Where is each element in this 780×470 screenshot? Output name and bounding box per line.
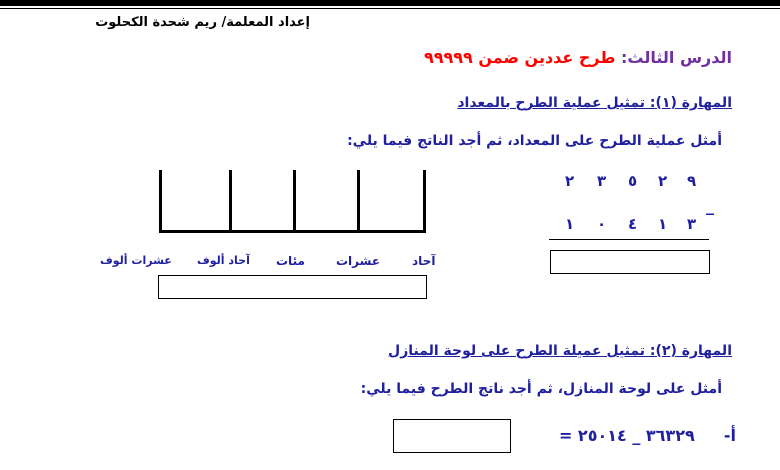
subtrahend-digit: ٣	[687, 215, 697, 233]
minuend-digit: ٥	[628, 172, 638, 190]
subtraction-line	[549, 239, 709, 240]
abacus-rod-ones	[423, 170, 426, 233]
skill-2-title: المهارة (٢): تمثيل عميلة الطرح على لوحة المنازل	[388, 343, 732, 359]
abacus-label-thousands: آحاد ألوف	[197, 254, 250, 267]
skill-1-instruction: أمثل عملية الطرح على المعداد، ثم أجد الناتج فيما يلي:	[347, 133, 722, 149]
abacus-base	[159, 230, 426, 233]
lesson-label: الدرس الثالث:	[621, 48, 732, 67]
exercise-a-answer-box[interactable]	[393, 419, 511, 453]
lesson-title: طرح عددين ضمن ٩٩٩٩٩	[423, 48, 616, 67]
author-credit: إعداد المعلمة/ ريم شحدة الكحلوت	[95, 15, 310, 30]
subtrahend-digit: ٠	[597, 215, 607, 233]
abacus-rod-tens	[357, 170, 360, 233]
skill-1-title: المهارة (١): تمثيل عملية الطرح بالمعداد	[457, 95, 732, 111]
abacus-label-ones: آحاد	[412, 254, 436, 268]
subtrahend-digit: ١	[565, 215, 575, 233]
skill-2-instruction: أمثل على لوحة المنازل، ثم أجد ناتج الطرح فيما يلي:	[360, 381, 722, 397]
abacus-label-tens: عشرات	[336, 254, 381, 268]
minuend-digit: ٢	[658, 172, 668, 190]
exercise-a	[559, 426, 736, 445]
subtraction-answer-box[interactable]	[550, 250, 710, 274]
minuend-digit: ٢	[565, 172, 575, 190]
abacus-rod-thousands	[229, 170, 232, 233]
minus-operator: _	[706, 196, 714, 215]
exercise-a-label: أ-	[723, 426, 736, 445]
lesson-heading	[424, 48, 732, 67]
abacus-rod-ten-thousands	[159, 170, 162, 233]
minuend-digit: ٣	[597, 172, 607, 190]
minuend-digit: ٩	[687, 172, 697, 190]
top-border-thick	[0, 0, 780, 6]
subtrahend-digit: ٤	[628, 215, 638, 233]
abacus-rod-hundreds	[293, 170, 296, 233]
abacus-answer-box[interactable]	[158, 275, 427, 299]
abacus-label-hundreds: مئات	[276, 254, 305, 268]
subtrahend-digit: ١	[658, 215, 668, 233]
top-border-thin	[0, 8, 780, 9]
abacus-label-ten-thousands: عشرات ألوف	[100, 254, 172, 267]
exercise-a-expression: ٣٦٣٢٩ _ ٢٥٠١٤ =	[558, 426, 695, 445]
